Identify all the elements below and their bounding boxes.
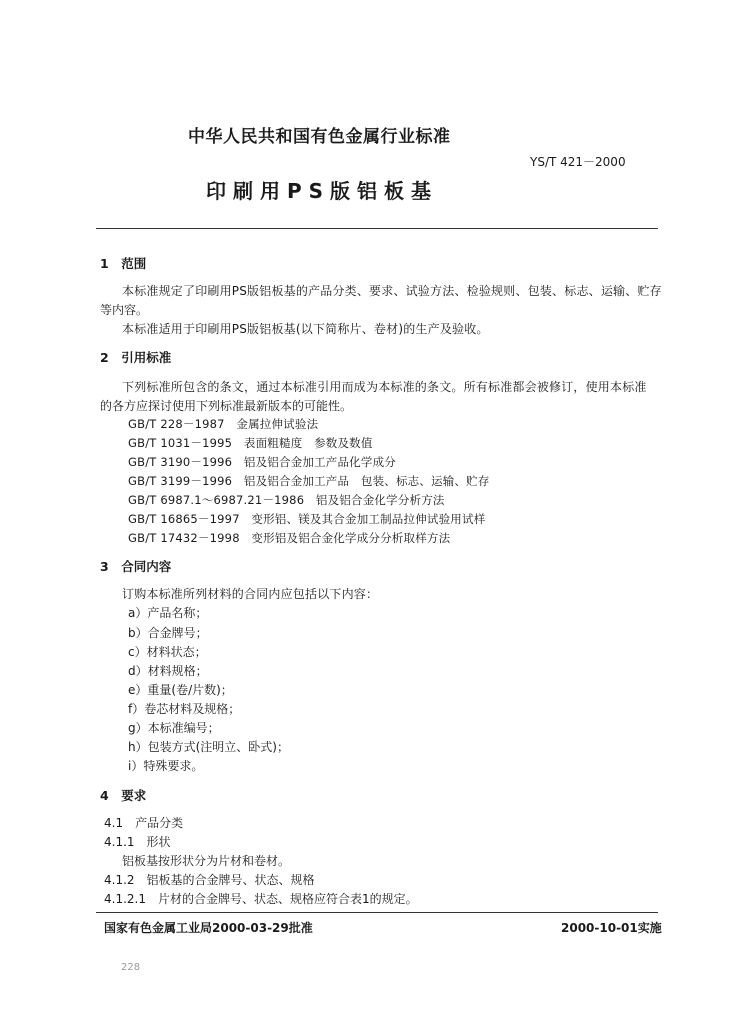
reference-standard: GB/T 6987.1～6987.21－1986 铝及铝合金化学分析方法 (128, 493, 445, 507)
section-1-paragraph-1: 本标准规定了印刷用PS版铝板基的产品分类、要求、试验方法、检验规则、包装、标志、运输、贮存 (122, 284, 662, 298)
reference-standard: GB/T 17432－1998 变形铝及铝合金化学成分分析取样方法 (128, 531, 451, 545)
reference-standard: GB/T 3190－1996 铝及铝合金加工产品化学成分 (128, 455, 396, 469)
contract-item: f）卷芯材料及规格； (128, 702, 241, 716)
contract-item: h）包装方式(注明立、卧式)； (128, 740, 289, 754)
section-2-heading: 2 引用标准 (100, 350, 172, 365)
standard-code: YS/T 421－2000 (530, 155, 626, 169)
page-number: 228 (121, 962, 141, 973)
clause-4-1-2-1: 4.1.2.1 片材的合金牌号、状态、规格应符合表1的规定。 (104, 892, 418, 906)
contract-item: a）产品名称； (128, 606, 208, 620)
contract-item: i）特殊要求。 (128, 759, 204, 773)
section-4-heading: 4 要求 (100, 788, 147, 803)
reference-standard: GB/T 1031－1995 表面粗糙度 参数及数值 (128, 436, 373, 450)
contract-item: g）本标准编号； (128, 721, 220, 735)
reference-standard: GB/T 228－1987 金属拉伸试验法 (128, 417, 319, 431)
reference-standard: GB/T 3199－1996 铝及铝合金加工产品 包装、标志、运输、贮存 (128, 474, 490, 488)
clause-4-1-1-text: 铝板基按形状分为片材和卷材。 (122, 854, 291, 868)
document-title: 印刷用PS版铝板基 (206, 179, 439, 203)
clause-4-1-2: 4.1.2 铝板基的合金牌号、状态、规格 (104, 873, 315, 887)
contract-item: d）材料规格； (128, 664, 208, 678)
contract-item: b）合金牌号； (128, 626, 208, 640)
section-2-intro-cont: 的各方应探讨使用下列标准最新版本的可能性。 (100, 399, 353, 413)
footer-divider (96, 912, 658, 913)
clause-4-1: 4.1 产品分类 (104, 816, 184, 830)
clause-4-1-1: 4.1.1 形状 (104, 835, 171, 849)
issuing-organization: 中华人民共和国有色金属行业标准 (188, 127, 451, 147)
contract-item: e）重量(卷/片数)； (128, 683, 233, 697)
section-1-paragraph-2: 本标准适用于印刷用PS版铝板基(以下简称片、卷材)的生产及验收。 (122, 322, 489, 336)
section-3-heading: 3 合同内容 (100, 559, 172, 574)
header-divider (96, 228, 658, 229)
implementation-date: 2000-10-01实施 (561, 921, 662, 935)
section-3-intro: 订购本标准所列材料的合同内应包括以下内容： (122, 587, 379, 601)
contract-item: c）材料状态； (128, 645, 207, 659)
approval-date: 国家有色金属工业局2000-03-29批准 (104, 921, 313, 935)
section-1-heading: 1 范围 (100, 256, 147, 271)
reference-standard: GB/T 16865－1997 变形铝、镁及其合金加工制品拉伸试验用试样 (128, 512, 486, 526)
section-1-paragraph-1-cont: 等内容。 (100, 303, 149, 317)
section-2-intro: 下列标准所包含的条文，通过本标准引用而成为本标准的条文。所有标准都会被修订，使用本标准 (122, 380, 647, 394)
